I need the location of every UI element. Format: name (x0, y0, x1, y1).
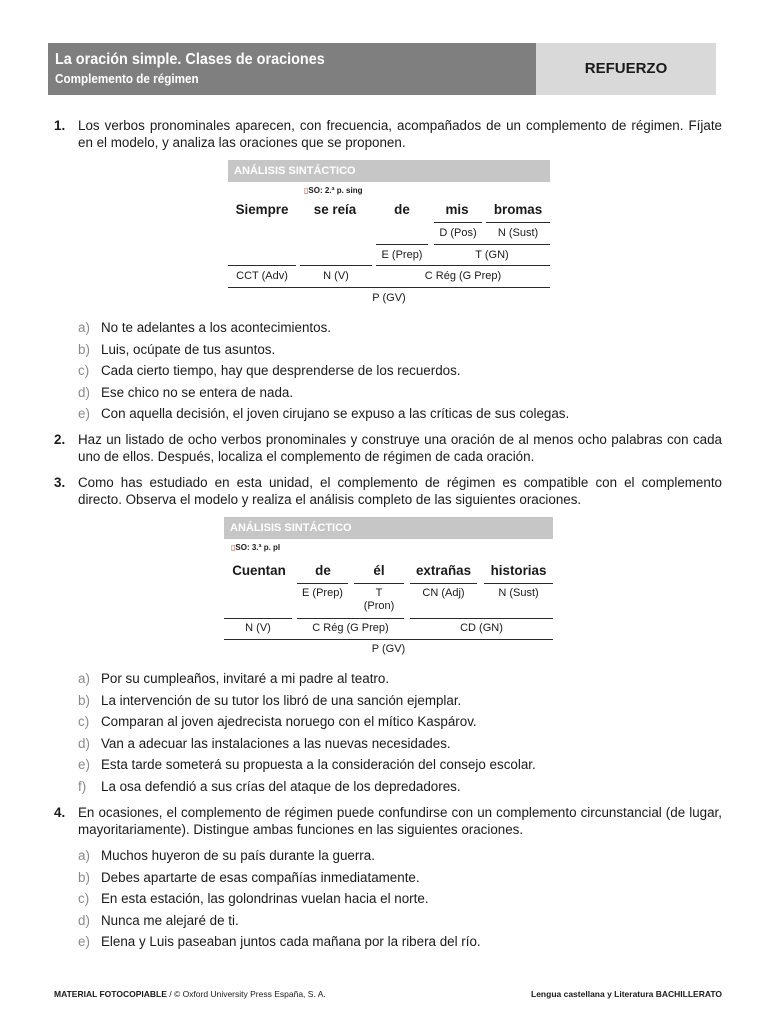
option-text: Debes apartarte de esas compañías inmediatamente. (101, 869, 420, 885)
option-letter: f) (78, 778, 87, 794)
question-number: 2. (54, 432, 66, 447)
option-letter: b) (78, 692, 90, 708)
question-number: 4. (54, 805, 66, 820)
analysis-label: C Rég (G Prep) (312, 622, 389, 634)
sentence-word: bromas (493, 202, 543, 217)
footer-photocopy-label: MATERIAL FOTOCOPIABLE (54, 989, 167, 999)
divider-line (297, 618, 404, 619)
page-subtitle: Complemento de régimen (55, 71, 199, 86)
sentence-word: se reía (313, 202, 357, 217)
question-number: 3. (54, 475, 66, 490)
analysis-heading: ANÁLISIS SINTÁCTICO (228, 160, 550, 182)
analysis-label: N (Sust) (498, 587, 539, 599)
sentence-word: Cuentan (232, 563, 286, 578)
option-letter: a) (78, 671, 90, 686)
placeholder-glyph: ▯ (304, 186, 309, 195)
divider-line (224, 618, 292, 619)
analysis-label: P (GV) (372, 292, 406, 304)
divider-line (297, 583, 348, 584)
question-text: Como has estudiado en esta unidad, el complemento de régimen es compatible con el complemento directo. Observa el modelo y realiza el análisis completo de las siguientes oraciones. (78, 475, 722, 507)
worksheet-header (48, 43, 716, 95)
option-letter: d) (78, 384, 90, 400)
question-number: 1. (54, 118, 66, 133)
option-text: Luis, ocúpate de tus asuntos. (101, 341, 276, 357)
divider-line (376, 244, 428, 245)
divider-line (434, 222, 482, 223)
analysis-table-1 (228, 160, 550, 310)
header-title-block (48, 43, 536, 95)
option-letter: c) (78, 891, 90, 906)
option-letter: c) (78, 363, 90, 378)
analysis-heading: ANÁLISIS SINTÁCTICO (224, 517, 553, 539)
analysis-label: E (Prep) (302, 587, 343, 599)
sentence-word: de (394, 202, 410, 217)
option-text: Con aquella decisión, el joven cirujano se expuso a las críticas de sus colegas. (101, 406, 570, 421)
option-text: Esta tarde someterá su propuesta a la consideración del consejo escolar. (101, 757, 536, 772)
option-text: Muchos huyeron de su país durante la guerra. (101, 848, 375, 863)
analysis-label: (Pron) (363, 600, 395, 612)
analysis-label: P (GV) (371, 643, 406, 655)
sentence-word: historias (490, 563, 547, 578)
divider-line (300, 265, 372, 266)
option-text: Van a adecuar las instalaciones a las nuevas necesidades. (101, 735, 451, 751)
option-text: En esta estación, las golondrinas vuelan hacia el norte. (101, 891, 429, 906)
analysis-label: D (Pos) (439, 227, 477, 239)
divider-line (224, 639, 553, 640)
analysis-label: T (GN) (475, 249, 509, 261)
footer-copyright (54, 989, 326, 999)
divider-line (486, 222, 550, 223)
option-letter: c) (78, 714, 90, 729)
footer-publisher: / © Oxford University Press España, S. A. (166, 989, 326, 999)
divider-line (228, 265, 296, 266)
sentence-word: Siempre (235, 202, 289, 217)
option-letter: e) (78, 406, 90, 421)
option-text: Elena y Luis paseaban juntos cada mañana por la ribera del río. (101, 934, 481, 949)
divider-line (434, 244, 550, 245)
option-letter: e) (78, 934, 90, 949)
question-text: Haz un listado de ocho verbos pronominales y construye una oración de al menos ocho palabras con cada uno de ellos. Después, localiza el complemento de régimen de cada oración. (78, 432, 722, 464)
option-letter: d) (78, 912, 90, 928)
option-text: Ese chico no se entera de nada. (101, 384, 294, 400)
sentence-word: él (373, 563, 385, 578)
analysis-label: N (V) (245, 622, 271, 634)
option-text: La osa defendió a sus crías del ataque de los depredadores. (101, 778, 461, 794)
divider-line (410, 618, 553, 619)
option-letter: b) (78, 869, 90, 885)
page-title: La oración simple. Clases de oraciones (55, 51, 325, 68)
question-text: En ocasiones, el complemento de régimen puede confundirse con un complemento circunstancial (de lugar, mayoritariamente). Distingue ambas funciones en las siguientes oraciones. (78, 805, 722, 837)
sentence-word: extrañas (415, 563, 472, 578)
level-tag: REFUERZO (584, 60, 668, 77)
analysis-label: CCT (Adv) (236, 270, 288, 282)
question-text: Los verbos pronominales aparecen, con frecuencia, acompañados de un complemento de régimen. Fíjate en el modelo, y analiza las oraciones que se proponen. (78, 118, 722, 150)
placeholder-glyph: ▯ (231, 543, 236, 552)
header-tag-block (536, 43, 716, 95)
option-letter: a) (78, 320, 90, 335)
option-text: Cada cierto tiempo, hay que desprenderse de los recuerdos. (101, 363, 461, 378)
analysis-label: N (Sust) (497, 227, 539, 239)
analysis-label: CD (GN) (460, 622, 503, 634)
analysis-table-2 (224, 517, 553, 662)
analysis-label: C Rég (G Prep) (424, 270, 502, 282)
option-text: Nunca me alejaré de ti. (101, 912, 239, 928)
analysis-label: E (Prep) (381, 249, 423, 261)
option-text: No te adelantes a los acontecimientos. (101, 320, 332, 335)
analysis-label: CN (Adj) (422, 587, 465, 599)
divider-line (484, 583, 553, 584)
option-text: La intervención de su tutor los libró de una sanción ejemplar. (101, 692, 462, 708)
subject-mark: ▯SO: 2.ª p. sing (304, 186, 363, 195)
sentence-word: de (315, 563, 331, 578)
option-letter: d) (78, 735, 90, 751)
divider-line (354, 583, 404, 584)
option-text: Por su cumpleaños, invitaré a mi padre al teatro. (101, 671, 390, 686)
subject-mark: ▯SO: 3.ª p. pl (231, 543, 281, 552)
divider-line (376, 265, 550, 266)
option-letter: a) (78, 848, 90, 863)
option-text: Comparan al joven ajedrecista noruego con el mítico Kaspárov. (101, 714, 477, 729)
analysis-label: T (375, 587, 383, 599)
option-letter: e) (78, 757, 90, 772)
option-letter: b) (78, 341, 90, 357)
divider-line (410, 583, 477, 584)
footer-course: Lengua castellana y Literatura BACHILLERATO (531, 989, 722, 999)
divider-line (228, 287, 550, 288)
sentence-word: mis (445, 202, 469, 217)
analysis-label: N (V) (323, 270, 349, 282)
